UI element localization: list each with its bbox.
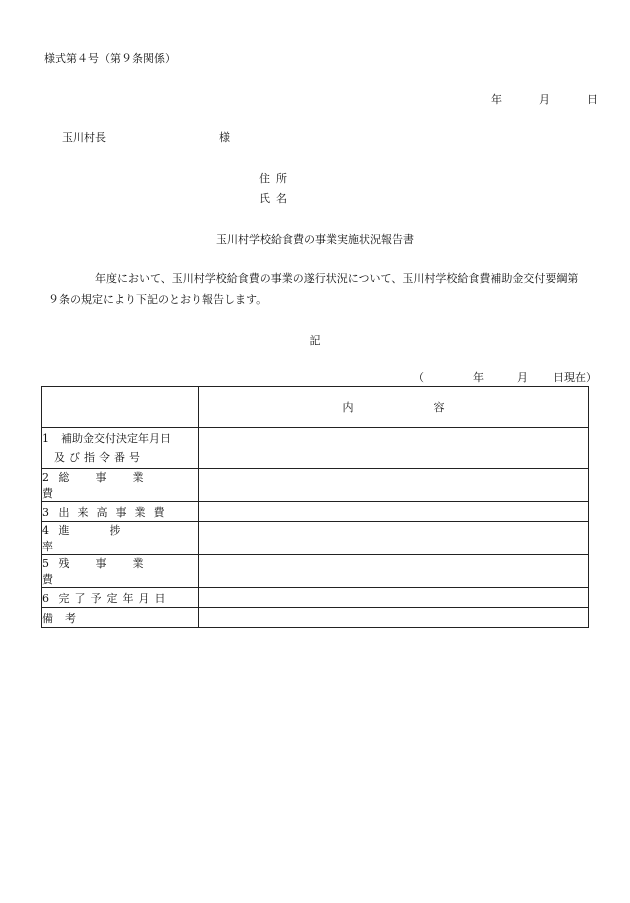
remarks-label: 備考 [42, 608, 199, 628]
as-of-day: 日現在） [553, 371, 597, 384]
row-5-text: 残事業費 [42, 557, 170, 586]
row-4-value[interactable] [199, 522, 589, 555]
row-3-label [42, 502, 199, 522]
table-row [42, 522, 589, 555]
row-5-label [42, 555, 199, 588]
row-6-text: 完了予定年月日 [58, 591, 171, 605]
ki-heading: 記 [309, 334, 321, 347]
row-2-value[interactable] [199, 469, 589, 502]
header-item-cell [42, 387, 199, 428]
date-month-label: 月 [539, 93, 550, 106]
body-paragraph: 年度において、玉川村学校給食費の事業の遂行状況について、玉川村学校給食費補助金交付要綱第９条の規定により下記のとおり報告します。 [48, 272, 579, 306]
date-day-label: 日 [587, 93, 598, 106]
row-6-no: 6 [42, 591, 49, 605]
as-of-year: 年 [473, 371, 484, 384]
date-year-label: 年 [491, 93, 502, 106]
as-of-month: 月 [517, 371, 528, 384]
row-3-no: 3 [42, 505, 49, 519]
content-header-2: 容 [433, 401, 445, 414]
row-4-no: 4 [42, 524, 49, 537]
row-1-text-2: 及び指令番号 [54, 451, 144, 464]
date-line [491, 91, 598, 107]
row-1-value[interactable] [199, 428, 589, 469]
name-label: 氏名 [259, 192, 293, 205]
row-2-no: 2 [42, 471, 49, 484]
report-table [41, 386, 589, 628]
row-4-label [42, 522, 199, 555]
body-text [48, 268, 588, 310]
document-title: 玉川村学校給食費の事業実施状況報告書 [216, 233, 414, 246]
addressee-honorific: 様 [219, 131, 230, 144]
table-row [42, 555, 589, 588]
table-row [42, 428, 589, 469]
table-row [42, 469, 589, 502]
table-header-row [42, 387, 589, 428]
row-1-no: 1 [42, 432, 49, 445]
row-5-no: 5 [42, 557, 49, 570]
table-row [42, 502, 589, 522]
remarks-row [42, 608, 589, 628]
as-of-open: （ [413, 371, 424, 384]
header-content-cell [199, 387, 589, 428]
addressee-name: 玉川村長 [62, 131, 106, 144]
row-2-text: 総事業費 [42, 471, 170, 500]
table-row [42, 588, 589, 608]
row-5-value[interactable] [199, 555, 589, 588]
content-header-1: 内 [342, 401, 354, 414]
row-3-value[interactable] [199, 502, 589, 522]
row-2-label [42, 469, 199, 502]
row-1-label [42, 428, 199, 469]
row-6-label [42, 588, 199, 608]
as-of-date [413, 369, 597, 385]
row-1-text: 補助金交付決定年月日 [61, 432, 171, 445]
form-number: 様式第４号（第９条関係） [44, 52, 176, 65]
remarks-value[interactable] [199, 608, 589, 628]
row-6-value[interactable] [199, 588, 589, 608]
address-label: 住所 [259, 172, 293, 185]
row-4-text: 進捗率 [42, 524, 161, 553]
row-3-text: 出来高事業費 [58, 505, 173, 519]
